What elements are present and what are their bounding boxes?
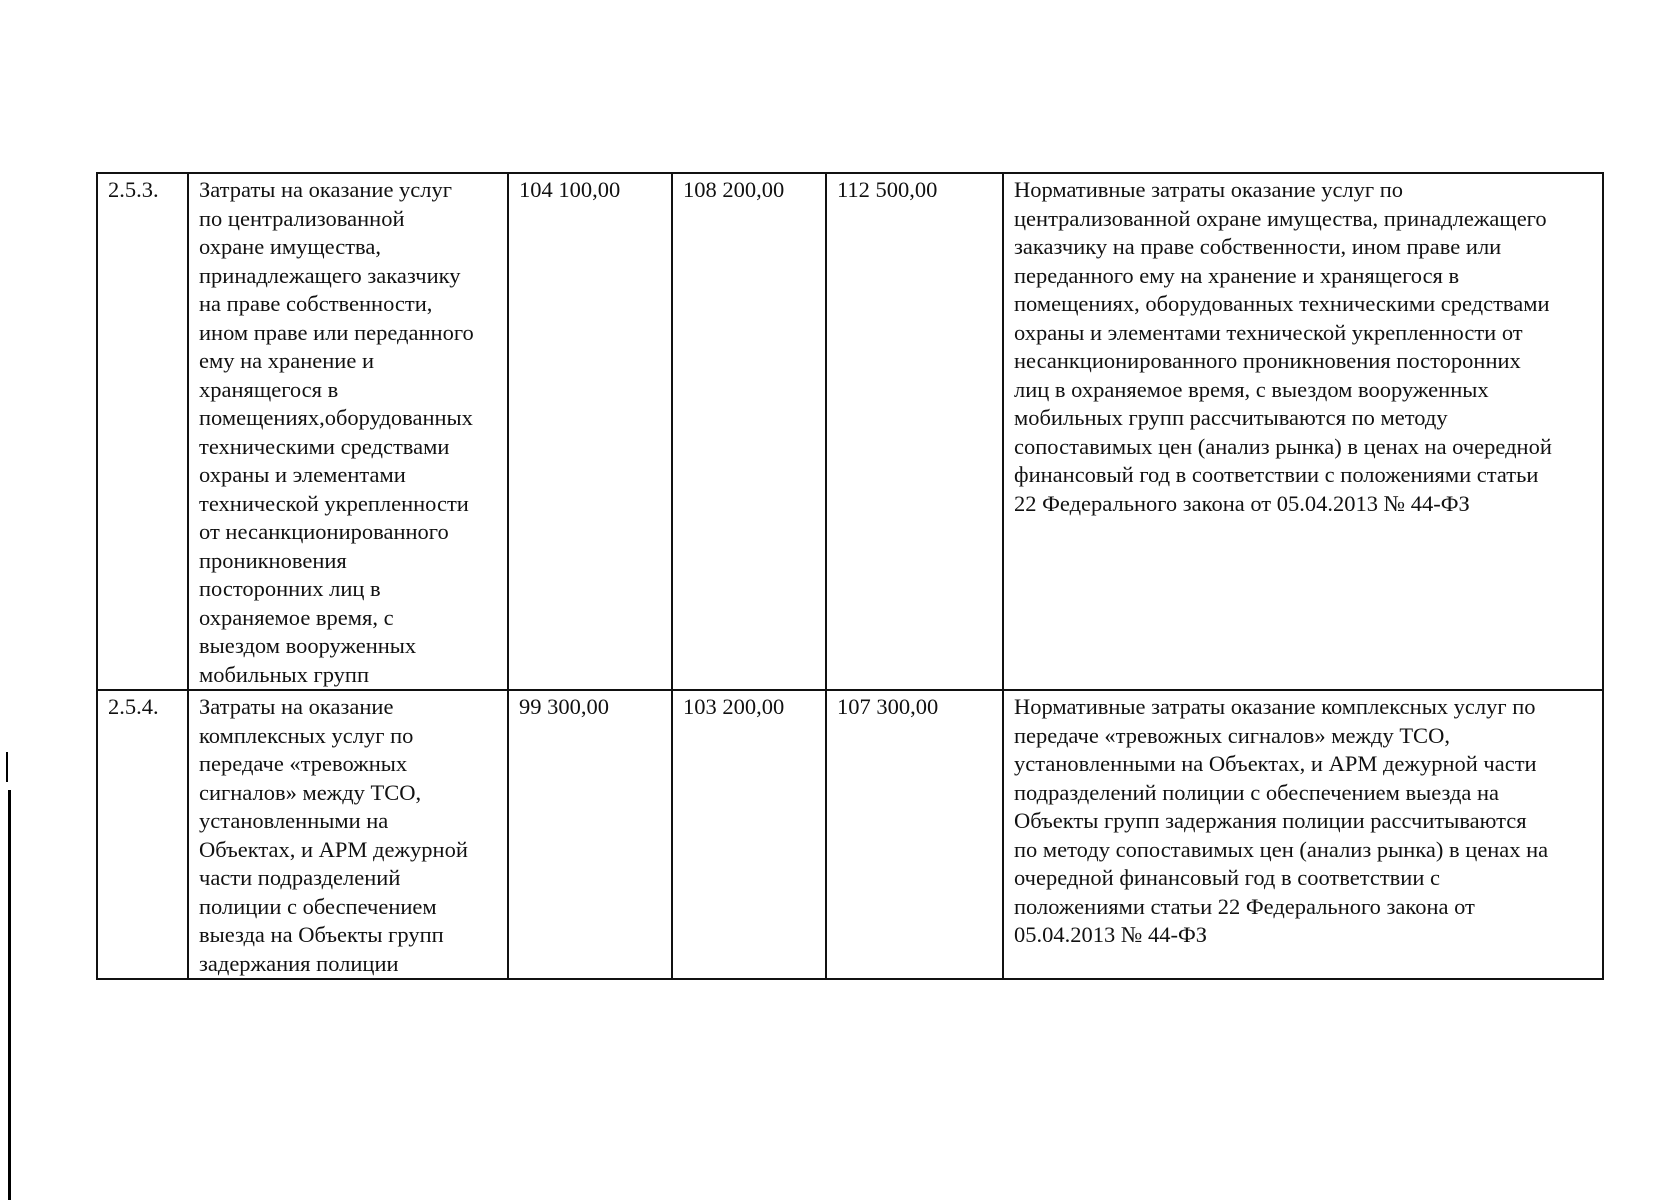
description-line: на праве собственности, — [199, 291, 433, 316]
note-line: Нормативные затраты оказание услуг по — [1014, 177, 1404, 202]
description-line: техническими средствами — [199, 433, 450, 459]
description-line: охраняемое время, с — [199, 604, 394, 630]
note-line: несанкционированного проникновения посторонних — [1014, 348, 1521, 373]
description-line: принадлежащего заказчику — [199, 262, 461, 288]
note-line: положениями статьи 22 Федерального закона от — [1014, 893, 1475, 919]
description-line: комплексных услуг по — [199, 722, 414, 748]
description-line: передаче «тревожных — [199, 751, 408, 776]
value-cell-3 — [826, 690, 1003, 979]
note-line: лиц в охраняемое время, с выездом вооруженных — [1014, 376, 1489, 402]
cost-value: 104 100,00 — [519, 177, 621, 202]
description-line: выезда на Объекты групп — [199, 922, 444, 947]
note-line: помещениях, оборудованных техническими средствами — [1014, 291, 1550, 316]
scan-edge-mark — [8, 790, 11, 1200]
note-line: по методу сопоставимых цен (анализ рынка) в ценах на — [1014, 836, 1549, 862]
table-row — [97, 690, 1603, 979]
description-line: по централизованной — [199, 205, 405, 231]
cost-standards-table — [96, 172, 1604, 980]
cost-value: 99 300,00 — [519, 694, 609, 719]
value-cell-2 — [672, 690, 826, 979]
scan-edge-mark — [6, 752, 8, 782]
description-line: помещениях,оборудованных — [199, 405, 473, 430]
item-description-cell — [188, 690, 508, 979]
description-line: ином праве или переданного — [199, 319, 474, 345]
cost-value: 103 200,00 — [683, 694, 785, 719]
note-line: финансовый год в соответствии с положениями статьи — [1014, 462, 1539, 487]
description-line: Затраты на оказание услуг — [199, 177, 453, 202]
note-line: мобильных групп рассчитываются по методу — [1014, 405, 1448, 430]
item-description-cell — [188, 173, 508, 690]
description-line: от несанкционированного — [199, 519, 449, 544]
description-line: охраны и элементами — [199, 462, 406, 487]
note-line: сопоставимых цен (анализ рынка) в ценах на очередной — [1014, 433, 1552, 459]
note-line: установленными на Объектах, и АРМ дежурной части — [1014, 751, 1537, 776]
note-line: 05.04.2013 № 44-ФЗ — [1014, 922, 1208, 947]
description-line: ему на хранение и — [199, 348, 375, 373]
description-line: охране имущества, — [199, 234, 381, 259]
note-line: Нормативные затраты оказание комплексных услуг по — [1014, 694, 1536, 719]
value-cell-2 — [672, 173, 826, 690]
value-cell-1 — [508, 690, 672, 979]
description-line: части подразделений — [199, 865, 401, 890]
value-cell-3 — [826, 173, 1003, 690]
item-number-cell — [97, 690, 188, 979]
note-line: 22 Федерального закона от 05.04.2013 № 44-ФЗ — [1014, 490, 1470, 516]
description-line: полиции с обеспечением — [199, 893, 437, 919]
cost-value: 108 200,00 — [683, 177, 785, 202]
note-line: очередной финансовый год в соответствии с — [1014, 865, 1440, 890]
calculation-note-cell — [1003, 173, 1603, 690]
table-row — [97, 173, 1603, 690]
note-line: заказчику на праве собственности, ином праве или — [1014, 234, 1502, 259]
description-line: Затраты на оказание — [199, 694, 394, 719]
description-line: посторонних лиц в — [199, 576, 381, 601]
description-line: задержания полиции — [199, 950, 399, 976]
item-number-cell — [97, 173, 188, 690]
description-line: выездом вооруженных — [199, 633, 417, 658]
description-line: проникновения — [199, 547, 347, 573]
description-line: установленными на — [199, 808, 389, 833]
calculation-note-cell — [1003, 690, 1603, 979]
note-line: передаче «тревожных сигналов» между ТСО, — [1014, 722, 1450, 748]
note-line: централизованной охране имущества, принадлежащего — [1014, 205, 1547, 231]
description-line: хранящегося в — [199, 376, 339, 402]
description-line: технической укрепленности — [199, 490, 469, 516]
description-line: Объектах, и АРМ дежурной — [199, 836, 468, 862]
note-line: переданного ему на хранение и хранящегося в — [1014, 262, 1460, 288]
cost-value: 112 500,00 — [837, 177, 938, 202]
item-number: 2.5.4. — [108, 694, 159, 719]
description-line: мобильных групп — [199, 661, 370, 687]
item-number: 2.5.3. — [108, 177, 159, 202]
description-line: сигналов» между ТСО, — [199, 779, 422, 805]
note-line: охраны и элементами технической укрепленности от — [1014, 319, 1523, 345]
value-cell-1 — [508, 173, 672, 690]
note-line: подразделений полиции с обеспечением выезда на — [1014, 779, 1500, 805]
cost-value: 107 300,00 — [837, 694, 939, 719]
note-line: Объекты групп задержания полиции рассчитываются — [1014, 808, 1527, 833]
